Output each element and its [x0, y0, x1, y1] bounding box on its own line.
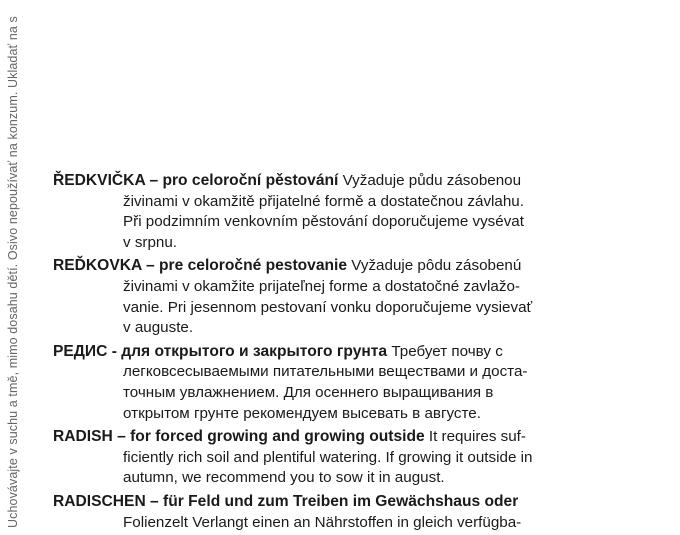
entry-sk: [53, 256, 633, 338]
entry-heading: RADISCHEN – für Feld und zum Treiben im Gewächshaus oder: [53, 492, 519, 510]
entry-line: autumn, we recommend you to sow it in august.: [123, 469, 445, 487]
entry-ru: [53, 342, 633, 424]
entry-heading: RADISH – for forced growing and growing outside: [53, 428, 425, 446]
side-instructions-text: Uchovávajte v suchu a tmě, mimo dosahu dětí. Osivo nepoužívať na konzum. Ukladať na s: [6, 16, 20, 528]
entry-text: Vyžaduje pôdu zásobenú: [351, 257, 522, 275]
entry-text: It requires suf-: [428, 428, 526, 446]
product-descriptions: [53, 171, 633, 535]
entry-line: vanie. Pri jesennom pestovaní vonku doporučujeme vysievať: [123, 298, 533, 316]
entry-line: Folienzelt Verlangt einen an Nährstoffen in gleich verfügba-: [123, 513, 522, 531]
entry-de: [53, 492, 633, 532]
entry-heading: РЕДИС - для открытого и закрытого грунта: [53, 342, 388, 360]
entry-line: v srpnu.: [123, 233, 178, 251]
entry-line: v auguste.: [123, 319, 194, 337]
entry-line: ficiently rich soil and plentiful watering. If growing it outside in: [123, 448, 533, 466]
entry-line: Při podzimním venkovním pěstování doporučujeme vysévat: [123, 213, 524, 231]
entry-cz: [53, 171, 633, 253]
entry-line: открытом грунте рекомендуем высевать в августе.: [123, 404, 481, 422]
entry-line: živinami v okamžitě přijatelné formě a dostatečnou závlahu.: [123, 192, 524, 210]
entry-line: точным увлажнением. Для осеннего выращивания в: [123, 383, 494, 401]
entry-heading: ŘEDKVIČKA – pro celoroční pěstování: [53, 172, 339, 189]
entry-en: [53, 427, 633, 489]
entry-line: živinami v okamžite prijateľnej forme a dostatočné zavlažo-: [123, 277, 520, 295]
entry-line: легковсесываемыми питательными веществами и доста-: [123, 363, 528, 381]
entry-text: Vyžaduje půdu zásobenou: [342, 172, 522, 189]
entry-heading: REĎKOVKA – pre celoročné pestovanie: [53, 257, 348, 275]
entry-text: Требует почву с: [391, 342, 503, 360]
